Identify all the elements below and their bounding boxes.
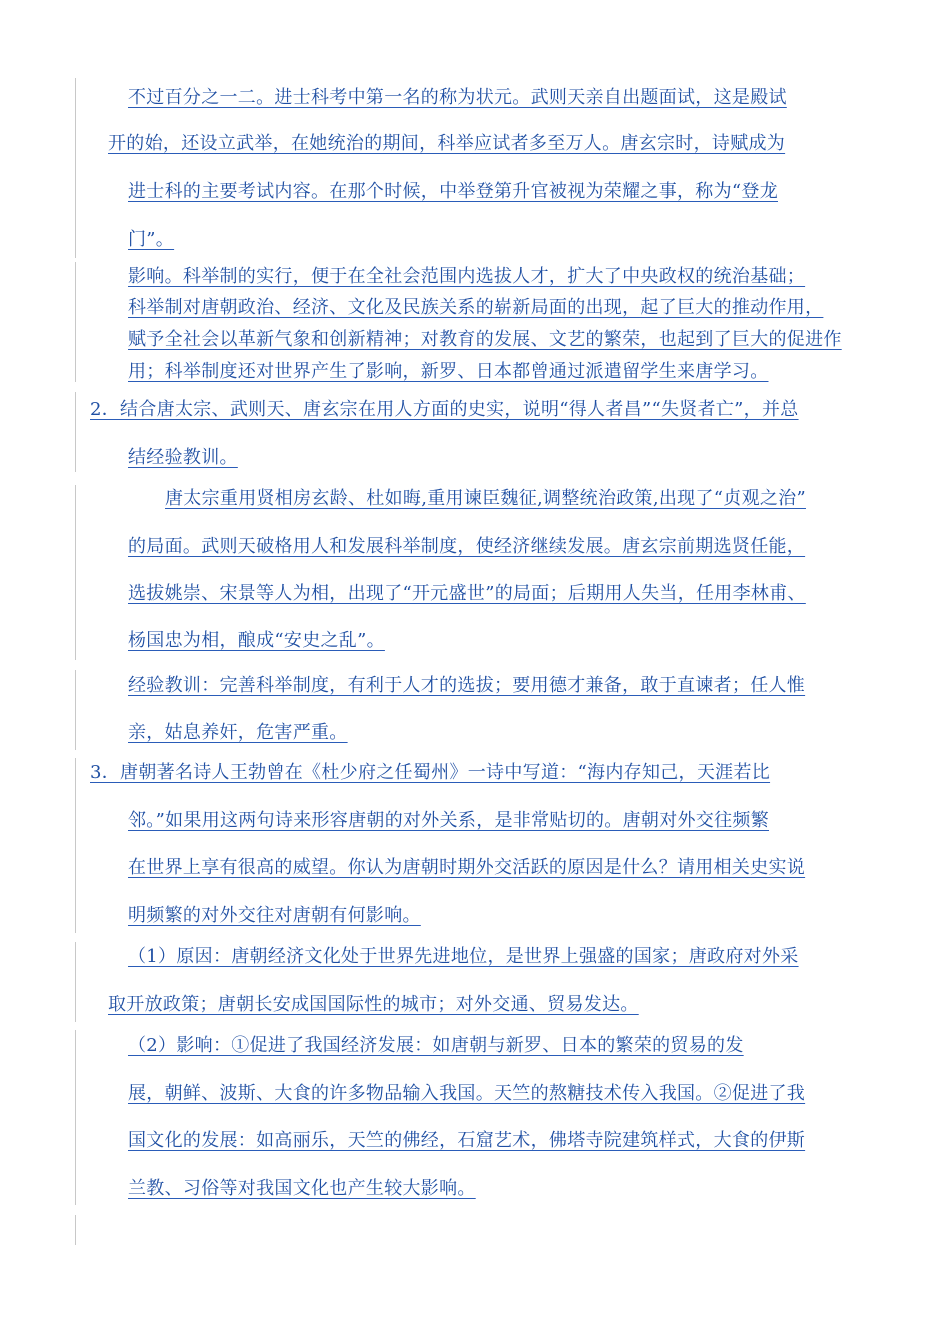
question2-line: 结经验教训。: [128, 447, 238, 468]
question3-impact-line: 兰教、习俗等对我国文化也产生较大影响。: [128, 1178, 476, 1199]
margin-bar: [75, 485, 76, 660]
margin-bar: [75, 942, 76, 1022]
question3-line: 3．唐朝著名诗人王勃曾在《杜少府之任蜀州》一诗中写道：“海内存知己，天涯若比: [90, 762, 771, 783]
answer1-impact-line: 科举制对唐朝政治、经济、文化及民族关系的崭新局面的出现，起了巨大的推动作用，: [128, 297, 824, 318]
margin-bar: [75, 262, 76, 382]
answer1-line: 进士科的主要考试内容。在那个时候，中举登第升官被视为荣耀之事，称为“登龙: [128, 181, 778, 202]
margin-bar: [75, 1215, 76, 1245]
answer1-impact-line: 影响。科举制的实行，便于在全社会范围内选拔人才，扩大了中央政权的统治基础；: [128, 266, 806, 287]
margin-bar: [75, 78, 76, 258]
question2-answer-line: 唐太宗重用贤相房玄龄、杜如晦,重用谏臣魏征,调整统治政策,出现了“贞观之治”: [165, 488, 806, 509]
answer1-line: 不过百分之一二。进士科考中第一名的称为状元。武则天亲自出题面试，这是殿试: [128, 87, 787, 108]
question3-reason-line: 取开放政策；唐朝长安成国国际性的城市；对外交通、贸易发达。: [108, 994, 639, 1015]
question2-answer-line: 杨国忠为相，酿成“安史之乱”。: [128, 630, 385, 651]
question3-line: 明频繁的对外交往对唐朝有何影响。: [128, 905, 421, 926]
question3-line: 在世界上享有很高的威望。你认为唐朝时期外交活跃的原因是什么？请用相关史实说: [128, 857, 806, 878]
question2-answer-line: 的局面。武则天破格用人和发展科举制度，使经济继续发展。唐玄宗前期选贤任能，: [128, 536, 806, 557]
margin-bar: [75, 392, 76, 472]
answer1-line: 门”。: [128, 229, 175, 250]
answer1-impact-line: 用；科举制度还对世界产生了影响，新罗、日本都曾通过派遣留学生来唐学习。: [128, 361, 769, 382]
question3-impact-line: 展，朝鲜、波斯、大食的许多物品输入我国。天竺的熬糖技术传入我国。②促进了我: [128, 1083, 806, 1104]
margin-bar: [75, 670, 76, 750]
question2-line: 2．结合唐太宗、武则天、唐玄宗在用人方面的史实，说明“得人者昌”“失贤者亡”，并总: [90, 399, 799, 420]
question3-impact-line: （2）影响：①促进了我国经济发展：如唐朝与新罗、日本的繁荣的贸易的发: [128, 1035, 744, 1056]
question2-lesson-line: 亲，姑息养奸，危害严重。: [128, 722, 348, 743]
answer1-line: 开的始，还设立武举，在她统治的期间，科举应试者多至万人。唐玄宗时，诗赋成为: [108, 133, 786, 154]
question2-answer-line: 选拔姚崇、宋景等人为相，出现了“开元盛世”的局面；后期用人失当，任用李林甫、: [128, 583, 806, 604]
answer1-impact-line: 赋予全社会以革新气象和创新精神；对教育的发展、文艺的繁荣，也起到了巨大的促进作: [128, 329, 842, 350]
margin-bar: [75, 758, 76, 933]
question3-line: 邻。”如果用这两句诗来形容唐朝的对外关系，是非常贴切的。唐朝对外交往频繁: [128, 810, 769, 831]
margin-bar: [75, 1030, 76, 1205]
question3-impact-line: 国文化的发展：如高丽乐，天竺的佛经，石窟艺术，佛塔寺院建筑样式，大食的伊斯: [128, 1130, 806, 1151]
question3-reason-line: （1）原因：唐朝经济文化处于世界先进地位，是世界上强盛的国家；唐政府对外采: [128, 946, 799, 967]
question2-lesson-line: 经验教训：完善科举制度，有利于人才的选拔；要用德才兼备，敢于直谏者；任人惟: [128, 675, 806, 696]
